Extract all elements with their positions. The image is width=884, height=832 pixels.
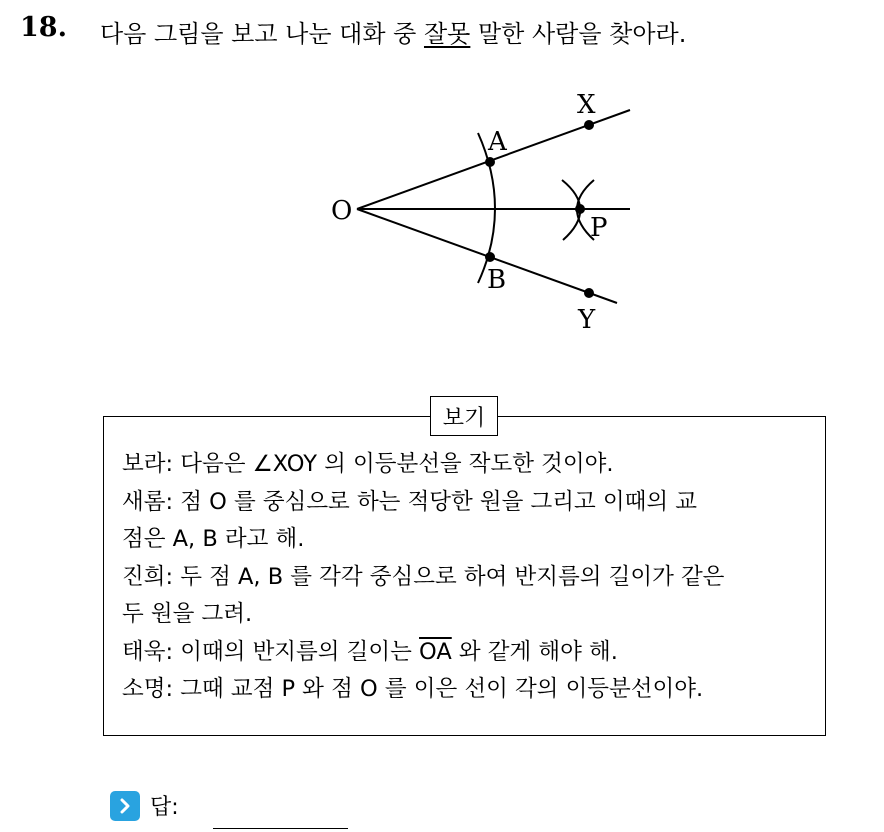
speaker-name: 보라	[122, 451, 166, 477]
angle-bisector-figure	[0, 0, 884, 400]
point-p	[575, 204, 585, 214]
question-text-before: 다음 그림을 보고 나눈 대화 중	[100, 20, 424, 48]
label-y: Y	[578, 305, 596, 335]
answer-label: 답:	[150, 795, 179, 820]
dialogue-text: 그때 교점 P 와 점 O 를 이은 선이 각의 이등분선이야.	[180, 676, 704, 702]
dialogue-text: 점 O 를 중심으로 하는 적당한 원을 그리고 이때의 교	[180, 488, 697, 515]
label-a: A	[488, 127, 507, 157]
answer-blank[interactable]	[213, 828, 348, 829]
point-x	[584, 120, 594, 130]
point-b	[485, 252, 495, 262]
label-p: P	[590, 213, 608, 243]
speaker-name: 소명	[122, 676, 166, 702]
dialogue-text: 와 같게 해야 해.	[451, 638, 618, 665]
dialogue-line-bora: 보라: 다음은 ∠XOY 의 이등분선을 작도한 것이야.	[122, 451, 614, 477]
dialogue-lines	[122, 446, 812, 709]
speaker-name: 태욱	[122, 638, 166, 665]
dialogue-text: 점은 A, B 라고 해.	[122, 526, 305, 552]
speaker-name: 새롬	[122, 488, 166, 515]
answer-row	[110, 790, 179, 821]
dialogue-text: 두 원을 그려.	[122, 601, 253, 627]
question-text-underlined: 잘못	[423, 20, 471, 48]
dialogue-line-jinhui-cont	[122, 596, 812, 634]
dialogue-line-saerom: 새롬: 점 O 를 중심으로 하는 적당한 원을 그리고 이때의 교	[122, 488, 697, 515]
segment-oa: $\overline{OA}$	[419, 638, 452, 665]
question-number: 18.	[20, 12, 67, 43]
dialogue-line-jinhui: 진희: 두 점 A, B 를 각각 중심으로 하여 반지름의 길이가 같은	[122, 563, 725, 590]
point-a	[485, 157, 495, 167]
dialogue-text: 다음은 ∠XOY 의 이등분선을 작도한 것이야.	[180, 451, 614, 477]
example-box-title: 보기	[430, 396, 498, 436]
dialogue-line-somyeong: 소명: 그때 교점 P 와 점 O 를 이은 선이 각의 이등분선이야.	[122, 676, 704, 702]
dialogue-line-taeuk: 태욱: 이때의 반지름의 길이는 $\overline{OA}$ 와 같게 해야 해.	[122, 638, 618, 665]
dialogue-line-saerom-cont	[122, 521, 812, 559]
label-o: O	[331, 196, 353, 226]
question-text-after: 말한 사람을 찾아라.	[470, 20, 687, 48]
speaker-name: 진희	[122, 563, 166, 590]
dialogue-text: 이때의 반지름의 길이는	[180, 638, 420, 665]
label-b: B	[487, 265, 507, 295]
chevron-right-icon	[110, 791, 140, 821]
label-x: X	[577, 90, 596, 120]
dialogue-text: 두 점 A, B 를 각각 중심으로 하여 반지름의 길이가 같은	[180, 563, 725, 590]
point-y	[584, 288, 594, 298]
